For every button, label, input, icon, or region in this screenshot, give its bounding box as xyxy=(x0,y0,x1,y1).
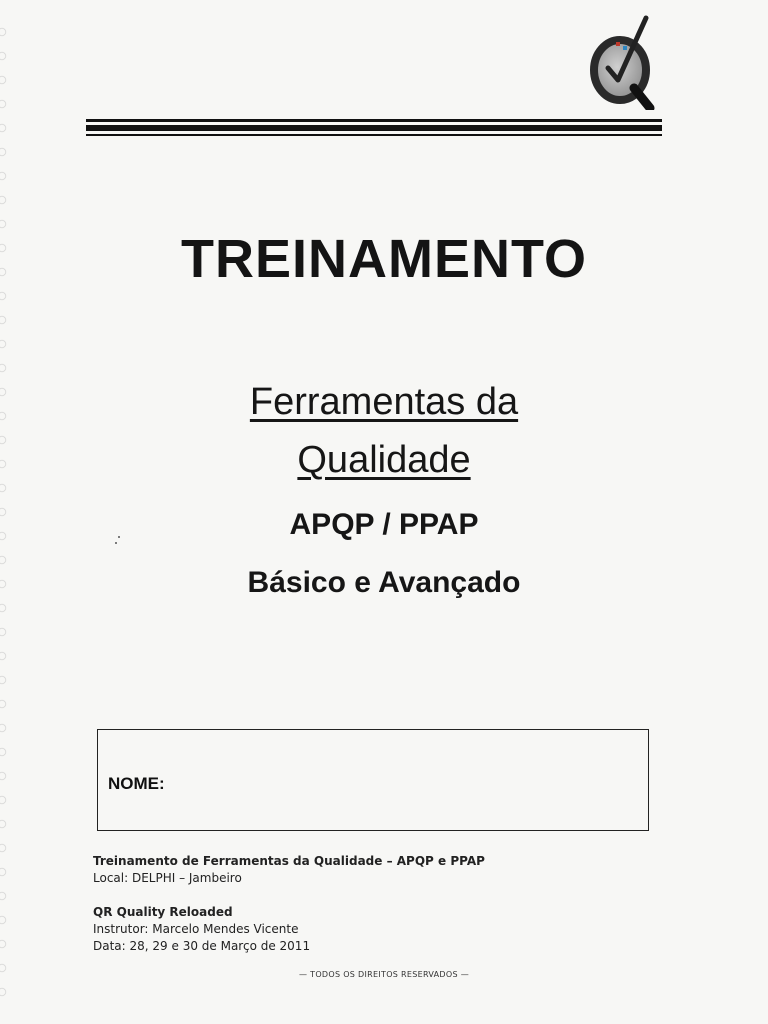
magnifier-check-icon xyxy=(588,10,660,110)
company-name: QR Quality Reloaded xyxy=(93,905,233,919)
name-label: NOME: xyxy=(108,774,165,793)
subtitle-line-1-text: Ferramentas da xyxy=(249,381,519,423)
subtitle-line-1 xyxy=(0,377,768,427)
header-rule-bottom xyxy=(86,134,662,136)
page-title: TREINAMENTO xyxy=(180,229,587,289)
name-field-box[interactable] xyxy=(97,729,649,831)
topic-heading: APQP / PPAP xyxy=(289,508,479,541)
paper-speck xyxy=(115,542,117,544)
instructor-name: Instrutor: Marcelo Mendes Vicente xyxy=(93,922,299,936)
course-location: Local: DELPHI – Jambeiro xyxy=(93,871,242,885)
subtitle-line-2-text: Qualidade xyxy=(297,439,471,481)
subtitle-line-2 xyxy=(0,435,768,485)
course-title: Treinamento de Ferramentas da Qualidade – APQP e PPAP xyxy=(93,854,485,868)
course-info-block xyxy=(93,853,485,887)
header-rule-middle xyxy=(86,125,662,131)
level-heading: Básico e Avançado xyxy=(247,566,521,599)
course-date: Data: 28, 29 e 30 de Março de 2011 xyxy=(93,939,311,953)
header-rule-top xyxy=(86,119,662,122)
paper-speck xyxy=(118,536,120,538)
rights-footer: — TODOS OS DIREITOS RESERVADOS — xyxy=(299,970,469,979)
instructor-info-block xyxy=(93,904,310,955)
